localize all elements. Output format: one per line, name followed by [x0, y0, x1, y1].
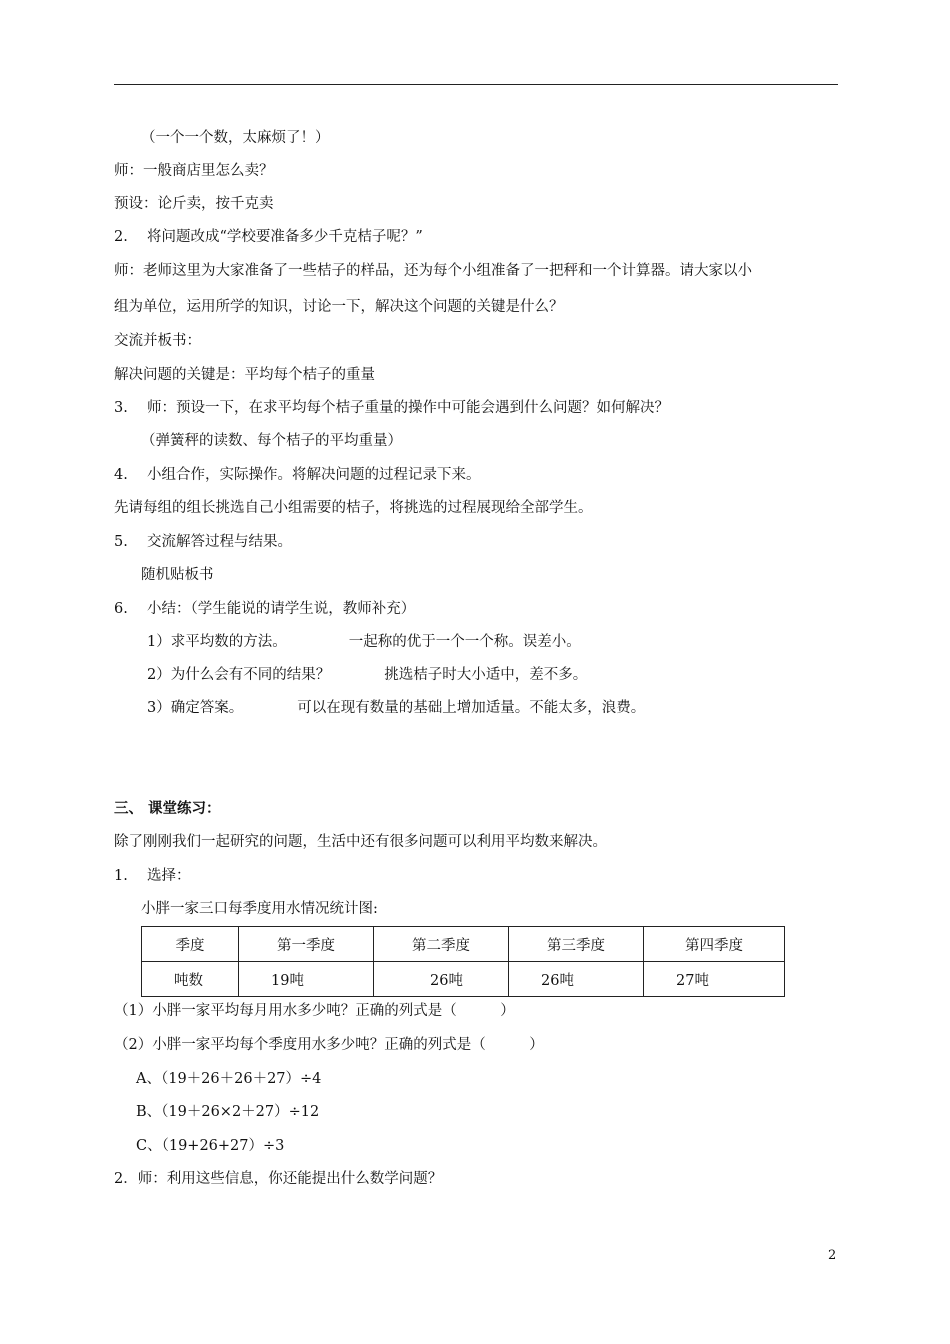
text-line: 除了刚刚我们一起研究的问题，生活中还有很多问题可以利用平均数来解决。	[114, 834, 607, 850]
text-line: 6. 小结：（学生能说的请学生说，教师补充）	[114, 601, 416, 617]
table-cell: 27吨	[644, 962, 785, 997]
water-usage-table	[141, 926, 785, 997]
table-cell: 季度	[142, 927, 239, 962]
question-2: （2）小胖一家平均每个季度用水多少吨？正确的列式是（ ）	[114, 1037, 544, 1053]
summary-answer: 一起称的优于一个一个称。误差小。	[348, 634, 581, 650]
table-cell: 第四季度	[644, 927, 785, 962]
summary-item	[147, 698, 645, 718]
table-cell: 第三季度	[509, 927, 644, 962]
table-row	[142, 962, 785, 997]
summary-question: 1）求平均数的方法。	[147, 634, 287, 650]
table-cell: 26吨	[374, 962, 509, 997]
text-line: 1. 选择：	[114, 868, 191, 884]
text-line: （一个一个数，太麻烦了！）	[141, 130, 330, 146]
option-c: C、（19+26+27）÷3	[136, 1138, 285, 1154]
option-a: A、（19＋26＋26＋27）÷4	[136, 1071, 322, 1087]
question-1: （1）小胖一家平均每月用水多少吨？正确的列式是（ ）	[114, 1003, 515, 1019]
text-line: 师：老师这里为大家准备了一些桔子的样品，还为每个小组准备了一把秤和一个计算器。请大家以小	[114, 263, 752, 279]
table-cell: 19吨	[239, 962, 374, 997]
summary-answer: 挑选桔子时大小适中，差不多。	[384, 667, 588, 683]
text-line: 2. 将问题改成“学校要准备多少千克桔子呢？”	[114, 229, 423, 245]
option-b: B、（19＋26×2＋27）÷12	[136, 1104, 320, 1120]
summary-item	[147, 665, 587, 685]
summary-answer: 可以在现有数量的基础上增加适量。不能太多，浪费。	[297, 700, 646, 716]
summary-item	[147, 632, 581, 652]
table-cell: 26吨	[509, 962, 644, 997]
text-line: 解决问题的关键是：平均每个桔子的重量	[114, 367, 375, 383]
summary-question: 2）为什么会有不同的结果？	[147, 667, 331, 683]
text-line: 预设：论斤卖，按千克卖	[114, 196, 274, 212]
table-cell: 吨数	[142, 962, 239, 997]
text-line: 师：一般商店里怎么卖？	[114, 163, 274, 179]
page-number: 2	[828, 1248, 837, 1263]
text-line: 3. 师：预设一下，在求平均每个桔子重量的操作中可能会遇到什么问题？如何解决？	[114, 400, 669, 416]
table-header-row	[142, 927, 785, 962]
text-line: （弹簧秤的读数、每个桔子的平均重量）	[141, 433, 402, 449]
text-line: 5. 交流解答过程与结果。	[114, 534, 292, 550]
table-cell: 第二季度	[374, 927, 509, 962]
text-line: 组为单位，运用所学的知识，讨论一下，解决这个问题的关键是什么？	[114, 299, 564, 315]
table-caption: 小胖一家三口每季度用水情况统计图:	[141, 901, 378, 917]
text-line: 交流并板书：	[114, 333, 201, 349]
text-line: 随机贴板书	[141, 567, 214, 583]
header-rule	[114, 84, 838, 85]
text-line: 2．师：利用这些信息，你还能提出什么数学问题？	[114, 1171, 443, 1187]
summary-question: 3）确定答案。	[147, 700, 244, 716]
table-cell: 第一季度	[239, 927, 374, 962]
section-heading: 三、 课堂练习：	[114, 800, 221, 817]
text-line: 4. 小组合作，实际操作。将解决问题的过程记录下来。	[114, 467, 481, 483]
text-line: 先请每组的组长挑选自己小组需要的桔子，将挑选的过程展现给全部学生。	[114, 500, 593, 516]
